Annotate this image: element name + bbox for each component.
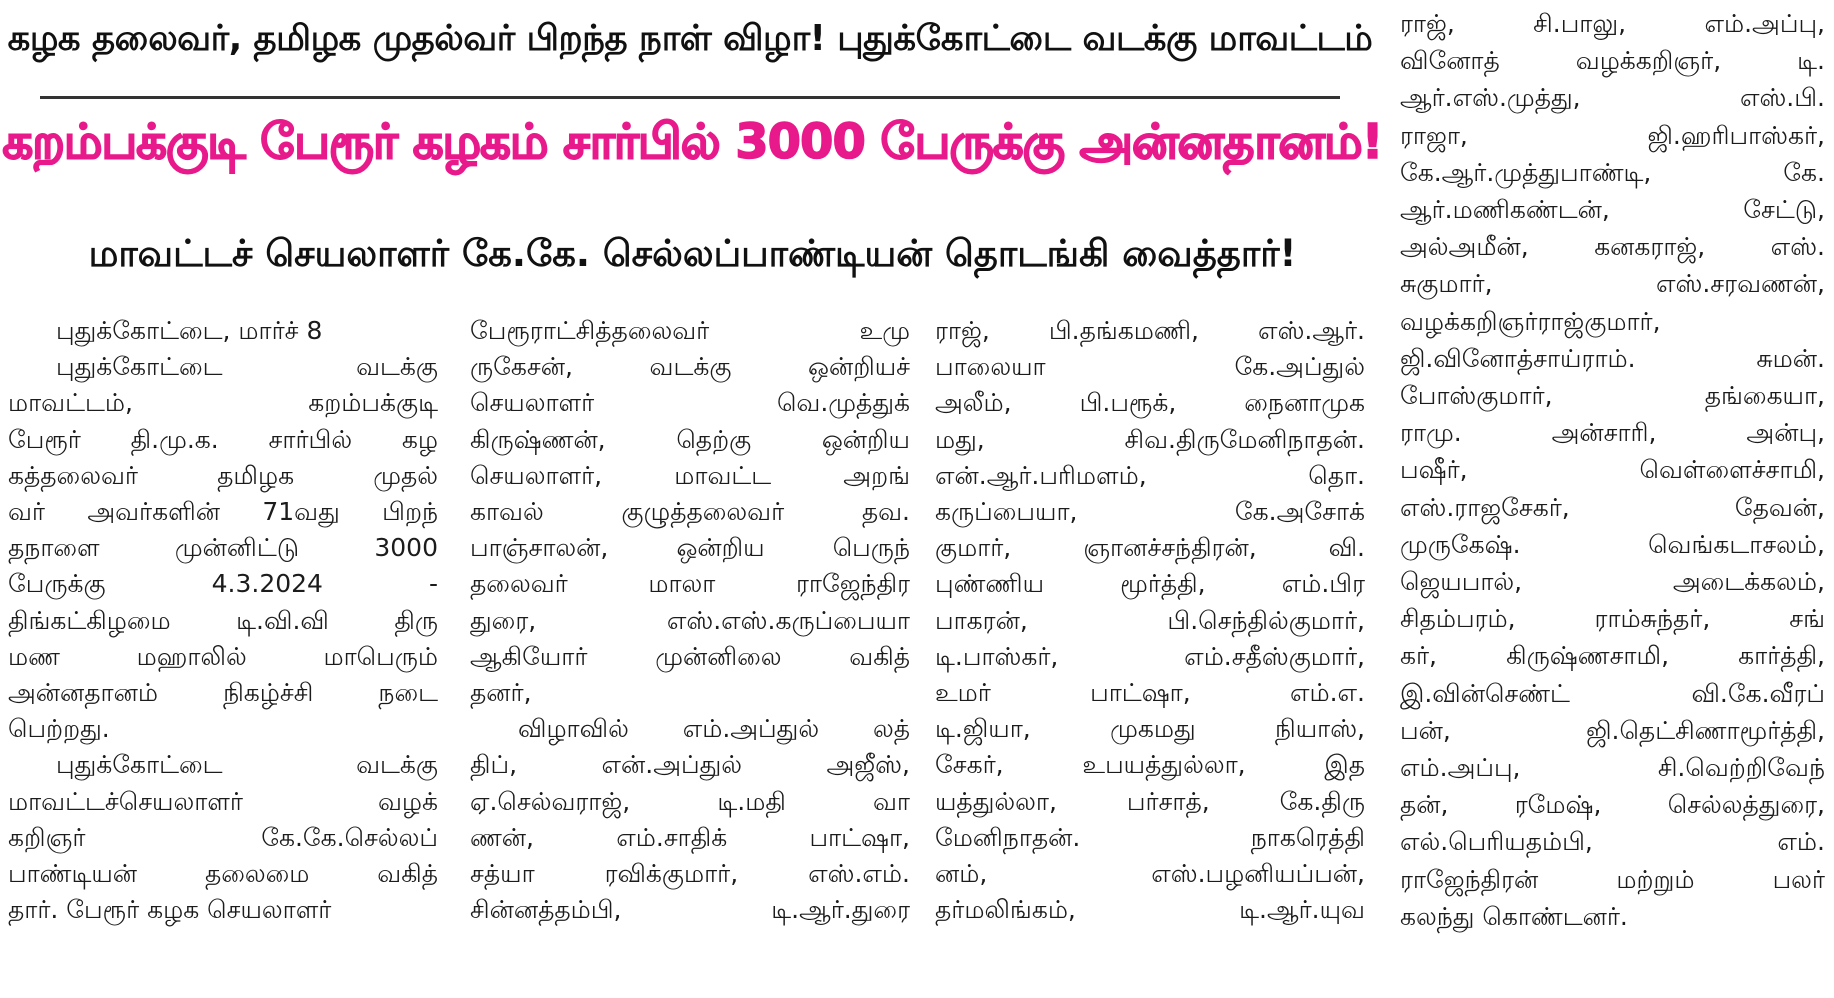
article-text-line: மாவட்டம், கறம்பக்குடி (8, 388, 438, 418)
article-text-line: எல்.பெரியதம்பி, எம். (1400, 827, 1825, 857)
article-text-line: வழக்கறிஞர்ராஜ்குமார், (1400, 306, 1661, 336)
article-text-line: பெற்றது. (8, 714, 110, 744)
article-text-line: ஆர்.எஸ்.முத்து, எஸ்.பி. (1400, 83, 1825, 113)
article-column-3 (935, 313, 1365, 998)
article-text-line: பஷீர், வெள்ளைச்சாமி, (1400, 455, 1825, 485)
article-text-line: புதுக்கோட்டை வடக்கு (56, 352, 438, 382)
article-text-line: தனர், (470, 678, 532, 708)
article-text-line: துரை, எஸ்.எஸ்.கருப்பையா (470, 605, 910, 635)
article-text-line: விழாவில் எம்.அப்துல் லத் (518, 714, 910, 744)
article-subheadline: மாவட்டச் செயலாளர் கே.கே. செல்லப்பாண்டியன் தொடங்கி வைத்தார்! (88, 232, 1297, 275)
article-text-line: ஆகியோர் முன்னிலை வகித் (470, 641, 910, 671)
article-text-line: தர்மலிங்கம், டி.ஆர்.யுவ (935, 895, 1365, 925)
article-text-line: பேரூராட்சித்தலைவர் உமு (470, 316, 910, 345)
article-text-line: பாஞ்சாலன், ஒன்றிய பெருந் (470, 533, 910, 563)
article-text-line: பாண்டியன் தலைமை வகித் (8, 859, 438, 889)
article-text-line: திப், என்.அப்துல் அஜீஸ், (470, 750, 910, 780)
article-text-line: செயலாளர், மாவட்ட அறங் (470, 460, 910, 490)
article-text-line: கத்தலைவர் தமிழக முதல் (8, 460, 438, 490)
article-text-line: பாகரன், பி.செந்தில்குமார், (935, 605, 1365, 635)
article-text-line: சுகுமார், எஸ்.சரவணன், (1400, 269, 1825, 299)
article-text-line: புதுக்கோட்டை வடக்கு (56, 750, 438, 780)
article-text-line: சேகர், உபயத்துல்லா, இத (935, 750, 1365, 780)
article-text-line: பாலையா கே.அப்துல் (935, 352, 1365, 382)
article-text-line: சின்னத்தம்பி, டி.ஆர்.துரை (470, 895, 910, 925)
article-text-line: ஏ.செல்வராஜ், டி.மதி வா (470, 786, 910, 816)
article-text-line: செயலாளர் வெ.முத்துக் (470, 388, 910, 418)
article-text-line: அலீம், பி.பரூக், நைனாமுக (935, 388, 1365, 418)
article-text-line: தார். பேரூர் கழக செயலாளர் (8, 895, 332, 925)
article-text-line: ஜி.வினோத்சாய்ராம். சுமன். (1400, 343, 1825, 373)
article-text-line: பேரூர் தி.மு.க. சார்பில் கழ (8, 424, 438, 454)
article-text-line: ராஜ், சி.பாலு, எம்.அப்பு, (1400, 9, 1825, 38)
article-text-line: அல்அமீன், கனகராஜ், எஸ். (1400, 232, 1825, 262)
article-text-line: மண மஹாலில் மாபெரும் (8, 641, 438, 671)
article-kicker: கழக தலைவர், தமிழக முதல்வர் பிறந்த நாள் விழா! புதுக்கோட்டை வடக்கு மாவட்டம் (7, 18, 1373, 59)
article-text-line: கே.ஆர்.முத்துபாண்டி, கே. (1400, 157, 1825, 187)
article-text-line: வினோத் வழக்கறிஞர், டி. (1400, 46, 1825, 76)
article-text-line: திங்கட்கிழமை டி.வி.வி திரு (8, 605, 438, 635)
article-text-line: ராஜ், பி.தங்கமணி, எஸ்.ஆர். (935, 316, 1365, 345)
article-column-1 (8, 313, 438, 998)
article-text-line: பன், ஜி.தெட்சிணாமூர்த்தி, (1400, 715, 1825, 745)
article-text-line: டி.ஜியா, முகமது நியாஸ், (935, 714, 1365, 744)
article-text-line: ருகேசன், வடக்கு ஒன்றியச் (470, 352, 910, 382)
article-text-line: டி.பாஸ்கர், எம்.சதீஸ்குமார், (935, 641, 1365, 671)
article-text-line: மேனிநாதன். நாகரெத்தி (935, 822, 1365, 852)
article-text-line: மாவட்டச்செயலாளர் வழக் (8, 786, 438, 816)
article-text-line: சிதம்பரம், ராம்சுந்தர், சங் (1400, 604, 1825, 634)
article-text-line: ஜெயபால், அடைக்கலம், (1400, 567, 1825, 597)
article-text-line: புண்ணிய மூர்த்தி, எம்.பிர (935, 569, 1365, 599)
article-text-line: முருகேஷ். வெங்கடாசலம், (1400, 529, 1825, 559)
article-text-line: காவல் குழுத்தலைவர் தவ. (470, 497, 910, 527)
article-text-line: வர் அவர்களின் 71வது பிறந் (8, 497, 438, 527)
article-text-line: யத்துல்லா, பர்சாத், கே.திரு (935, 786, 1365, 816)
article-text-line: ணன், எம்.சாதிக் பாட்ஷா, (470, 822, 910, 852)
article-text-line: னம், எஸ்.பழனியப்பன், (935, 859, 1365, 889)
article-text-line: கிருஷ்ணன், தெற்கு ஒன்றிய (470, 424, 910, 454)
article-text-line: என்.ஆர்.பரிமளம், தொ. (935, 460, 1365, 490)
article-text-line: கலந்து கொண்டனர். (1400, 901, 1628, 931)
article-text-line: ஆர்.மணிகண்டன், சேட்டு, (1400, 195, 1825, 225)
article-text-line: புதுக்கோட்டை, மார்ச் 8 (56, 316, 323, 345)
article-text-line: எஸ்.ராஜசேகர், தேவன், (1400, 492, 1825, 522)
article-text-line: இ.வின்செண்ட் வி.கே.வீரப் (1400, 678, 1825, 708)
article-text-line: தலைவர் மாலா ராஜேந்திர (470, 569, 910, 599)
divider-rule (40, 96, 1340, 99)
article-text-line: சத்யா ரவிக்குமார், எஸ்.எம். (470, 859, 910, 889)
article-text-line: ராஜேந்திரன் மற்றும் பலர் (1400, 864, 1825, 894)
article-text-line: ராஜா, ஜி.ஹரிபாஸ்கர், (1400, 120, 1825, 150)
article-text-line: தன், ரமேஷ், செல்லத்துரை, (1400, 790, 1825, 820)
article-text-line: போஸ்குமார், தங்கையா, (1400, 381, 1825, 411)
article-text-line: எம்.அப்பு, சி.வெற்றிவேந் (1400, 753, 1825, 783)
article-text-line: தநாளை முன்னிட்டு 3000 (8, 533, 438, 563)
article-text-line: பேருக்கு 4.3.2024 - (8, 569, 438, 599)
article-text-line: அன்னதானம் நிகழ்ச்சி நடை (8, 678, 438, 708)
article-text-line: கருப்பையா, கே.அசோக் (935, 497, 1365, 527)
article-column-4 (1400, 5, 1825, 998)
article-text-line: கறிஞர் கே.கே.செல்லப் (8, 822, 438, 852)
article-headline: கறம்பக்குடி பேரூர் கழகம் சார்பில் 3000 பேருக்கு அன்னதானம்! (2, 114, 1383, 170)
article-text-line: உமர் பாட்ஷா, எம்.எ. (935, 678, 1365, 708)
article-column-2 (470, 313, 910, 998)
article-text-line: குமார், ஞானச்சந்திரன், வி. (935, 533, 1365, 563)
article-text-line: மது, சிவ.திருமேனிநாதன். (935, 424, 1365, 454)
article-text-line: கர், கிருஷ்ணசாமி, கார்த்தி, (1400, 641, 1825, 671)
article-text-line: ராமு. அன்சாரி, அன்பு, (1400, 418, 1825, 448)
